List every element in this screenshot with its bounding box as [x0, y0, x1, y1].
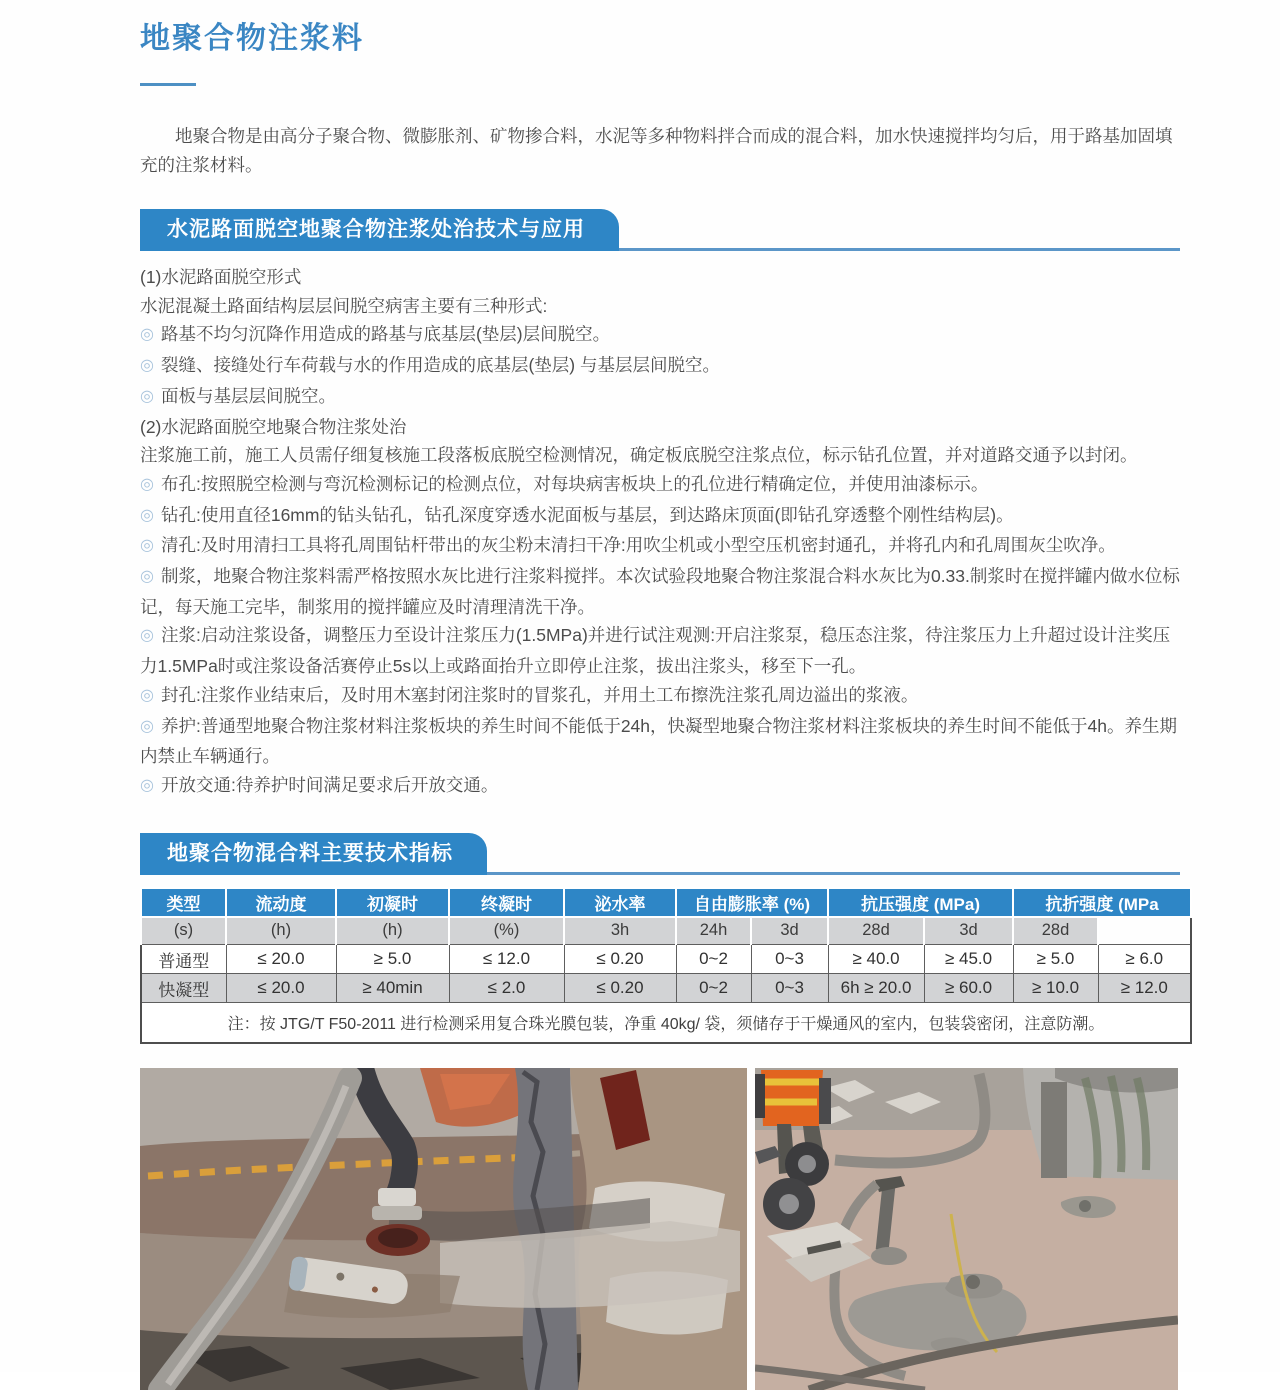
bullet-icon: ◎ [140, 387, 154, 405]
paragraph-text: 养护:普通型地聚合物注浆材料注浆板块的养生时间不能低于24h，快凝型地聚合物注浆材料注浆板块的养生时间不能低于4h。养生期内禁止车辆通行。 [140, 715, 1177, 767]
body-paragraph [140, 320, 1185, 351]
value-cell: 0~2 [676, 945, 751, 974]
bullet-icon: ◎ [140, 717, 154, 735]
column-subheader: 24h [676, 917, 751, 945]
table-note-row [141, 1003, 1191, 1043]
paragraph-text: 开放交通:待养护时间满足要求后开放交通。 [160, 774, 499, 795]
paragraph-text: (1)水泥路面脱空形式 [140, 267, 302, 287]
value-cell: ≤ 0.20 [564, 945, 676, 974]
value-cell: 0~3 [751, 974, 828, 1003]
body-paragraph [140, 292, 1185, 321]
bullet-icon: ◎ [140, 537, 154, 555]
column-subheader: (h) [226, 917, 336, 945]
body-paragraph [140, 681, 1185, 712]
value-cell: ≥ 5.0 [336, 945, 449, 974]
body-paragraph [140, 413, 1185, 442]
value-cell: 6h ≥ 20.0 [828, 974, 924, 1003]
bullet-icon: ◎ [140, 357, 154, 375]
bullet-icon: ◎ [140, 627, 154, 645]
column-header: 终凝时 [449, 888, 564, 917]
paragraph-text: 裂缝、接缝处行车荷载与水的作用造成的底基层(垫层) 与基层层间脱空。 [160, 355, 720, 376]
section1-banner-wrap [140, 209, 1185, 251]
body-paragraph [140, 562, 1185, 621]
body-paragraph [140, 501, 1185, 532]
bullet-icon: ◎ [140, 686, 154, 704]
paragraph-text: (2)水泥路面脱空地聚合物注浆处治 [140, 416, 407, 437]
intro-paragraph: 地聚合物是由高分子聚合物、微膨胀剂、矿物掺合料，水泥等多种物料拌合而成的混合料，加水快速搅拌均匀后，用于路基加固填充的注浆材料。 [140, 126, 1173, 175]
paragraph-text: 面板与基层层间脱空。 [160, 385, 336, 406]
mixer-equipment [1023, 1068, 1178, 1180]
value-cell: ≤ 12.0 [449, 945, 564, 974]
column-subheader: 28d [828, 917, 924, 945]
bullet-icon: ◎ [140, 776, 154, 794]
title-underline [140, 83, 196, 86]
photo-grouting-site-worker [755, 1068, 1178, 1390]
value-cell: ≤ 0.20 [564, 974, 676, 1003]
column-header: 流动度 [226, 888, 336, 917]
paragraph-text: 清孔:及时用清扫工具将孔周围钻杆带出的灰尘粉末清扫干净:用吹尘机或小型空压机密封通孔，并将孔内和孔周围灰尘吹净。 [160, 535, 1116, 556]
value-cell: ≥ 12.0 [1098, 974, 1191, 1003]
value-cell: ≥ 60.0 [924, 974, 1013, 1003]
photo-pavement-grouting-port [140, 1068, 747, 1390]
paragraph-text: 封孔:注浆作业结束后，及时用木塞封闭注浆时的冒浆孔，并用土工布擦洗注浆孔周边溢出的浆液。 [160, 684, 919, 705]
value-cell: 0~3 [751, 945, 828, 974]
value-cell: ≥ 45.0 [924, 945, 1013, 974]
bullet-icon: ◎ [140, 475, 154, 493]
column-subheader: (%) [449, 917, 564, 945]
column-subheader: 3d [751, 917, 828, 945]
body-paragraph [140, 470, 1185, 501]
body-paragraph [140, 712, 1185, 771]
column-header: 泌水率 [564, 888, 676, 917]
bullet-icon: ◎ [140, 506, 154, 524]
paragraph-text: 注浆:启动注浆设备，调整压力至设计注浆压力(1.5MPa)并进行试注观测:开启注浆泵，稳压态注浆，待注浆压力上升超过设计注奖压力1.5MPa时或注浆设备活赛停止5s以上或路面抬升立即停止注浆，拔出注浆头，移至下一孔。 [140, 625, 1171, 677]
table-note: 注：按 JTG/T F50-2011 进行检测采用复合珠光膜包装，净重 40kg/ 袋，须储存于干燥通风的室内，包装袋密闭，注意防潮。 [141, 1003, 1191, 1043]
column-subheader: (h) [336, 917, 449, 945]
column-subheader: 28d [1013, 917, 1098, 945]
section2-banner-wrap [140, 833, 1185, 875]
pavement-photo-graphic [140, 1068, 747, 1390]
spec-table [140, 887, 1192, 1044]
value-cell: 0~2 [676, 974, 751, 1003]
column-subheader: (s) [141, 917, 226, 945]
column-subheader: 3h [564, 917, 676, 945]
body-paragraph [140, 621, 1185, 680]
body-paragraph [140, 441, 1185, 470]
body-paragraph [140, 263, 1185, 292]
bullet-icon: ◎ [140, 326, 154, 344]
column-header: 抗折强度 (MPa [1013, 888, 1191, 917]
value-cell: ≤ 20.0 [226, 974, 336, 1003]
body-paragraph [140, 771, 1185, 802]
value-cell: ≥ 40.0 [828, 945, 924, 974]
column-header: 类型 [141, 888, 226, 917]
value-cell: ≤ 2.0 [449, 974, 564, 1003]
column-header: 抗压强度 (MPa) [828, 888, 1013, 917]
table-row [141, 945, 1191, 974]
section2-banner: 地聚合物混合料主要技术指标 [140, 833, 487, 875]
row-type-cell: 普通型 [141, 945, 226, 974]
site-photo-graphic [755, 1068, 1178, 1390]
column-subheader: 3d [924, 917, 1013, 945]
paragraph-text: 注浆施工前，施工人员需仔细复核施工段落板底脱空检测情况，确定板底脱空注浆点位，标示钻孔位置，并对道路交通予以封闭。 [140, 445, 1138, 466]
value-cell: ≥ 6.0 [1098, 945, 1191, 974]
section1-banner: 水泥路面脱空地聚合物注浆处治技术与应用 [140, 209, 619, 251]
spec-table-wrap [140, 887, 1185, 1044]
value-cell: ≥ 5.0 [1013, 945, 1098, 974]
row-type-cell: 快凝型 [141, 974, 226, 1003]
paragraph-text: 水泥混凝土路面结构层层间脱空病害主要有三种形式: [140, 295, 548, 316]
column-header: 自由膨胀率 (%) [676, 888, 828, 917]
body-paragraph [140, 531, 1185, 562]
table-subheader-row [141, 917, 1191, 945]
bullet-icon: ◎ [140, 568, 154, 586]
paragraph-text: 制浆，地聚合物注浆料需严格按照水灰比进行注浆料搅拌。本次试验段地聚合物注浆混合料水灰比为0.33.制浆时在搅拌罐内做水位标记，每天施工完毕，制浆用的搅拌罐应及时清理清洗干净。 [140, 566, 1180, 617]
value-cell: ≥ 40min [336, 974, 449, 1003]
paragraph-text: 路基不均匀沉降作用造成的路基与底基层(垫层)层间脱空。 [160, 324, 611, 345]
paragraph-text: 布孔:按照脱空检测与弯沉检测标记的检测点位，对每块病害板块上的孔位进行精确定位，并使用油漆标示。 [160, 473, 989, 494]
value-cell: ≤ 20.0 [226, 945, 336, 974]
body-paragraph [140, 351, 1185, 382]
body-paragraph [140, 382, 1185, 413]
table-row [141, 974, 1191, 1003]
value-cell: ≥ 10.0 [1013, 974, 1098, 1003]
page-title: 地聚合物注浆料 [140, 22, 364, 55]
content-column [140, 0, 1185, 1390]
column-header: 初凝时 [336, 888, 449, 917]
section1-body [140, 263, 1185, 802]
photo-row [140, 1068, 1185, 1390]
table-header-row-1 [141, 888, 1191, 917]
paragraph-text: 钻孔:使用直径16mm的钻头钻孔，钻孔深度穿透水泥面板与基层，到达路床顶面(即钻孔穿透整个刚性结构层)。 [160, 504, 1014, 525]
